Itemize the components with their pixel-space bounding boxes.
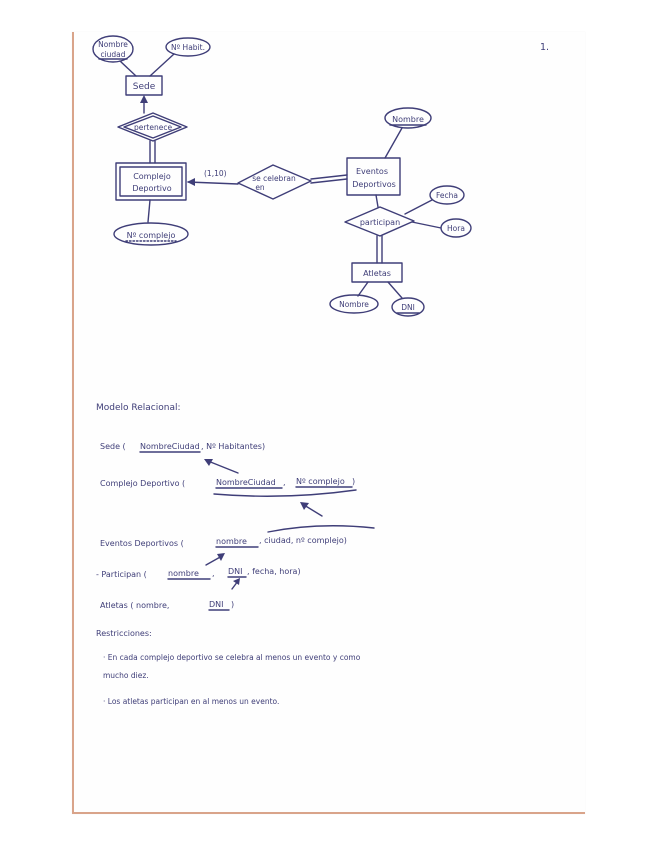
relational-heading: Modelo Relacional:	[96, 403, 181, 413]
attr-nombre-ciudad-l2: ciudad	[100, 50, 126, 59]
participan-rest: , fecha, hora)	[247, 567, 301, 576]
attr-fecha: Fecha	[436, 191, 458, 200]
entity-sede-label: Sede	[132, 82, 156, 92]
attr-n-complejo: Nº complejo	[126, 231, 176, 240]
restrictions-heading: Restricciones:	[96, 629, 152, 638]
complejo-end: )	[352, 477, 356, 486]
participan-prefix: - Participan (	[96, 570, 147, 579]
atletas-end: )	[231, 600, 235, 609]
entity-atletas-label: Atletas	[363, 269, 391, 278]
sede-prefix: Sede (	[100, 442, 126, 451]
entity-eventos-deportivos	[347, 158, 400, 195]
participan-key1: nombre	[168, 569, 199, 578]
entity-complejo-l1: Complejo	[133, 172, 171, 181]
entity-complejo-l2: Deportivo	[132, 184, 172, 193]
relation-participan-label: participan	[359, 218, 401, 227]
foreign-key-brace	[268, 526, 374, 532]
attr-n-habit: Nº Habit.	[171, 43, 205, 52]
restriction-1-line2: mucho diez.	[103, 671, 149, 680]
entity-complejo-deportivo	[116, 163, 186, 200]
page-number: 1.	[540, 42, 550, 53]
attr-nombre-ciudad-l1: Nombre	[98, 40, 128, 49]
restriction-1-line1: · En cada complejo deportivo se celebra al menos un evento y como	[103, 653, 361, 662]
atletas-prefix: Atletas ( nombre,	[100, 601, 170, 610]
arrow-head	[140, 95, 148, 103]
composite-key-bracket	[214, 490, 356, 496]
participan-sep: ,	[212, 569, 215, 578]
attr-dni: DNI	[401, 303, 415, 312]
relation-celebran-l2: en	[255, 183, 265, 192]
sede-key: NombreCiudad	[140, 442, 200, 451]
eventos-prefix: Eventos Deportivos (	[100, 539, 184, 548]
participan-key2: DNI	[228, 567, 243, 576]
complejo-key1: NombreCiudad	[216, 478, 276, 487]
complejo-sep: ,	[283, 478, 286, 487]
arrow-head	[187, 178, 195, 186]
restriction-2: · Los atletas participan en al menos un evento.	[103, 697, 280, 706]
sede-rest: , Nº Habitantes)	[201, 442, 266, 451]
relation-celebran-l1: se celebran	[252, 174, 296, 183]
entity-eventos-l2: Deportivos	[352, 180, 396, 189]
arrow-head	[300, 502, 309, 510]
attr-hora: Hora	[447, 224, 465, 233]
eventos-rest: , ciudad, nº complejo)	[259, 536, 347, 545]
complejo-key2: Nº complejo	[296, 477, 345, 486]
attr-evento-nombre: Nombre	[392, 115, 424, 124]
complejo-prefix: Complejo Deportivo (	[100, 479, 186, 488]
entity-eventos-l1: Eventos	[356, 167, 388, 176]
arrow-head	[217, 553, 225, 561]
eventos-key: nombre	[216, 537, 247, 546]
relation-pertenece-label: pertenece	[133, 123, 173, 132]
attr-atleta-nombre: Nombre	[339, 300, 369, 309]
atletas-key: DNI	[209, 600, 224, 609]
cardinality-label: (1,10)	[204, 169, 227, 178]
